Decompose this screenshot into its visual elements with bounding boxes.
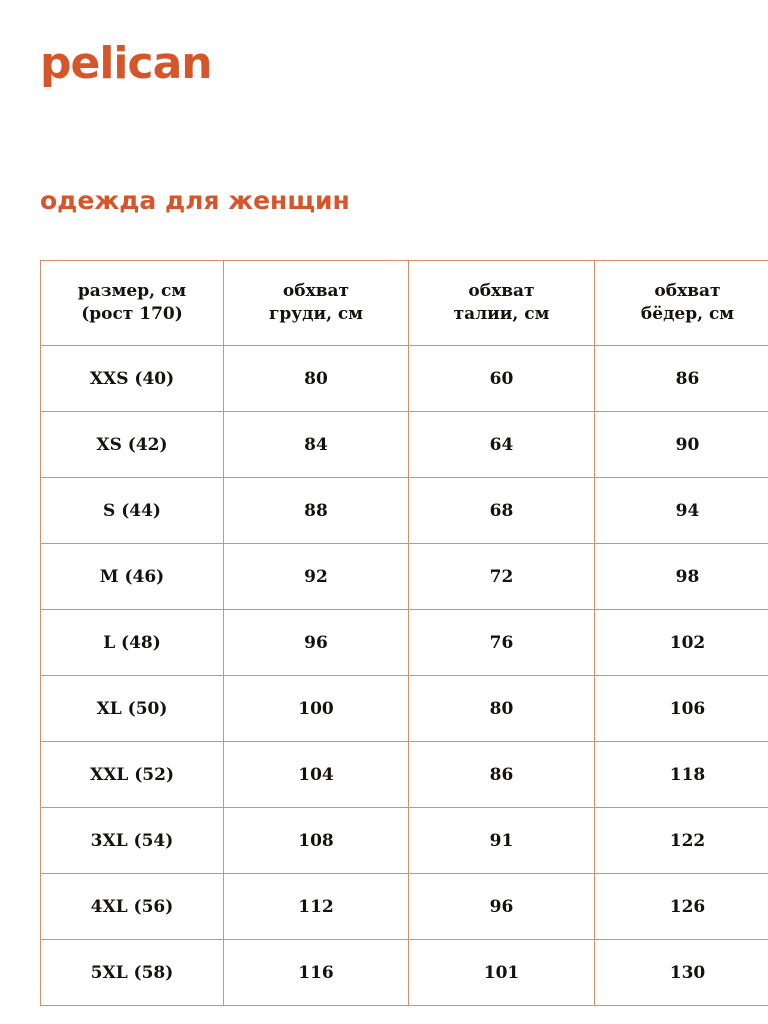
cell-chest: 104 xyxy=(224,742,409,808)
table-row xyxy=(41,610,768,676)
table-row xyxy=(41,412,768,478)
cell-chest: 100 xyxy=(224,676,409,742)
cell-size: M (46) xyxy=(41,544,224,610)
cell-size: 3XL (54) xyxy=(41,808,224,874)
cell-size: 5XL (58) xyxy=(41,940,224,1006)
brand-logo: pelican xyxy=(40,38,212,89)
cell-hips: 126 xyxy=(595,874,768,940)
column-header-chest xyxy=(224,261,409,346)
column-header-chest-line2: груди, см xyxy=(268,304,364,324)
column-header-hips-line1: обхват xyxy=(654,281,721,302)
cell-chest: 92 xyxy=(224,544,409,610)
table-row xyxy=(41,808,768,874)
table-header-row xyxy=(41,261,768,346)
cell-hips: 130 xyxy=(595,940,768,1006)
cell-chest: 112 xyxy=(224,874,409,940)
size-table xyxy=(40,260,768,1006)
table-row xyxy=(41,676,768,742)
table-row xyxy=(41,874,768,940)
cell-chest: 80 xyxy=(224,346,409,412)
table-row xyxy=(41,544,768,610)
table-row xyxy=(41,940,768,1006)
cell-waist: 76 xyxy=(409,610,595,676)
cell-waist: 60 xyxy=(409,346,595,412)
column-header-hips-line2: бёдер, см xyxy=(640,304,735,324)
column-header-size-line2: (рост 170) xyxy=(81,304,183,324)
cell-hips: 86 xyxy=(595,346,768,412)
column-header-size xyxy=(41,261,224,346)
cell-hips: 118 xyxy=(595,742,768,808)
column-header-waist-line2: талии, см xyxy=(453,304,550,324)
cell-waist: 68 xyxy=(409,478,595,544)
table-row xyxy=(41,478,768,544)
cell-chest: 96 xyxy=(224,610,409,676)
column-header-size-line1: размер, см xyxy=(77,281,187,302)
cell-waist: 64 xyxy=(409,412,595,478)
size-table-head xyxy=(41,261,768,346)
cell-hips: 98 xyxy=(595,544,768,610)
column-header-chest-line1: обхват xyxy=(282,281,350,302)
cell-waist: 96 xyxy=(409,874,595,940)
cell-waist: 80 xyxy=(409,676,595,742)
cell-chest: 84 xyxy=(224,412,409,478)
cell-size: L (48) xyxy=(41,610,224,676)
cell-size: S (44) xyxy=(41,478,224,544)
cell-size: XXL (52) xyxy=(41,742,224,808)
column-header-hips xyxy=(595,261,768,346)
cell-hips: 122 xyxy=(595,808,768,874)
cell-chest: 116 xyxy=(224,940,409,1006)
cell-size: XXS (40) xyxy=(41,346,224,412)
table-row xyxy=(41,742,768,808)
cell-size: XL (50) xyxy=(41,676,224,742)
cell-hips: 90 xyxy=(595,412,768,478)
cell-chest: 88 xyxy=(224,478,409,544)
cell-waist: 72 xyxy=(409,544,595,610)
cell-waist: 86 xyxy=(409,742,595,808)
cell-hips: 94 xyxy=(595,478,768,544)
column-header-waist xyxy=(409,261,595,346)
cell-size: 4XL (56) xyxy=(41,874,224,940)
page-title: одежда для женщин xyxy=(40,186,350,215)
cell-hips: 106 xyxy=(595,676,768,742)
cell-waist: 101 xyxy=(409,940,595,1006)
cell-waist: 91 xyxy=(409,808,595,874)
size-table-body xyxy=(41,346,768,1006)
cell-chest: 108 xyxy=(224,808,409,874)
cell-hips: 102 xyxy=(595,610,768,676)
column-header-waist-line1: обхват xyxy=(468,281,535,302)
cell-size: XS (42) xyxy=(41,412,224,478)
table-row xyxy=(41,346,768,412)
